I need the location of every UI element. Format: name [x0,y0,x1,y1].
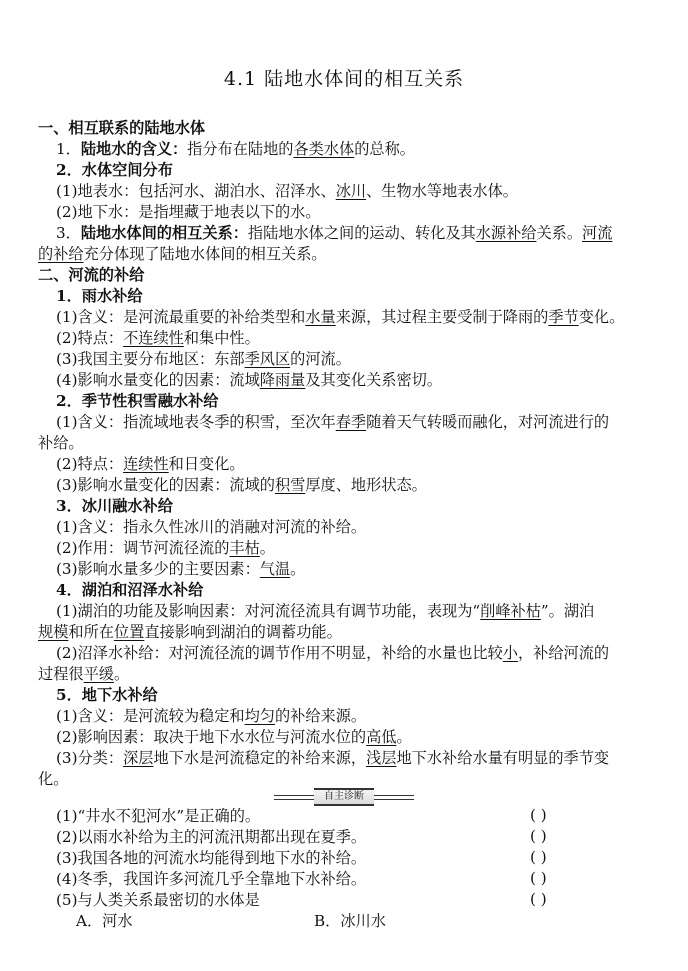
underlined-answer: 均匀 [244,707,275,725]
underlined-answer: 季节 [548,308,579,326]
option-b[interactable]: B．冰川水 [314,912,386,930]
text-span: (1)地表水：包括河水、湖泊水、沼泽水、 [56,182,336,200]
text-span: (3)影响水量多少的主要因素： [56,560,260,578]
answer-blank[interactable]: ( ) [530,827,547,845]
answer-blank[interactable]: ( ) [530,869,547,887]
text-span: 直接影响到湖泊的调蓄功能。 [144,623,342,641]
text-span: 充分体现了陆地水体间的相互关系。 [83,245,327,263]
page-title: 4.1 陆地水体间的相互关系 [223,68,465,90]
text-span: 指陆地水体之间的运动、转化及其 [247,224,476,242]
text-span: 和集中性。 [183,329,260,347]
underlined-answer: 春季 [335,413,367,431]
text-line [56,328,650,349]
underlined-answer: 浅层 [366,749,397,767]
text-span: 指分布在陆地的 [187,140,294,158]
text-span: (1)含义：是河流最重要的补给类型和 [56,308,306,326]
underlined-answer: 各类水体 [293,140,355,158]
text-span: (2)沼泽水补给：对河流径流的调节作用不明显，补给的水量也比较 [56,644,503,662]
text-span: 厚度、地形状态。 [305,476,427,494]
text-span: 。 [396,728,412,746]
underlined-answer: 丰枯 [229,539,260,557]
underlined-answer: 高低 [366,728,397,746]
text-span: (1)湖泊的功能及影响因素：对河流径流具有调节功能，表现为“ [56,602,481,620]
subheading: 2．季节性积雪融水补给 [56,392,219,410]
text-span: 。 [290,560,306,578]
option-a[interactable]: A．河水 [76,912,133,930]
quiz-item: (4)冬季，我国许多河流几乎全靠地下水补给。 [56,870,367,888]
bold-term: 陆地水的含义： [80,140,188,158]
text-span: 来源，其过程主要受制于降雨的 [335,308,549,326]
subheading: 5．地下水补给 [56,686,158,704]
text-span: (4)影响水量变化的因素：流域 [56,371,260,389]
quiz-item: (1)“井水不犯河水”是正确的。 [56,807,261,825]
text-line [56,601,650,622]
section-badge-wrap [0,784,688,800]
text-span: 地下水补给水量有明显的季节变 [396,749,610,767]
underlined-answer: 冰川 [335,182,367,200]
subheading: 3．冰川融水补给 [56,497,173,515]
underlined-answer: 降雨量 [259,371,306,389]
text-span: (3)分类： [56,749,124,767]
self-diagnosis-badge: 自主诊断 [314,788,374,806]
text-span: 的河流。 [290,350,351,368]
text-span: 。 [113,665,130,683]
text-line: (2)地下水：是指埋藏于地表以下的水。 [56,203,321,221]
underlined-answer: 深层 [123,749,154,767]
answer-blank[interactable]: ( ) [530,890,547,908]
text-span: (1)含义：指流域地表冬季的积雪，至次年 [56,413,336,431]
text-span: (1)含义：是河流较为稳定和 [56,707,245,725]
underlined-answer: 连续性 [123,455,169,473]
subheading: 1．雨水补给 [56,287,143,305]
answer-blank[interactable]: ( ) [530,806,547,824]
text-line [56,475,650,496]
subheading: 2．水体空间分布 [56,161,173,179]
quiz-item: (5)与人类关系最密切的水体是 [56,891,260,909]
text-span: 的补给来源。 [274,707,367,725]
answer-blank[interactable]: ( ) [530,848,547,866]
quiz-item: (2)以雨水补给为主的河流汛期都出现在夏季。 [56,828,367,846]
underlined-answer: 削峰补枯 [480,602,541,620]
underlined-answer: 规模 [38,623,69,641]
underlined-answer: 小 [502,644,518,662]
text-span: (2)作用：调节河流径流的 [56,539,230,557]
underlined-answer: 水量 [305,308,336,326]
text-span: (3)我国主要分布地区：东部 [56,350,245,368]
text-span: 3． [56,224,81,242]
text-span: 。 [259,539,275,557]
underlined-answer: 不连续性 [123,329,184,347]
underlined-answer: 气温 [259,560,291,578]
text-span: 关系。 [536,224,583,242]
text-line: (1)含义：指永久性冰川的消融对河流的补给。 [56,518,367,536]
text-line [56,748,650,769]
text-line [56,139,650,160]
text-span: (2)特点： [56,329,124,347]
text-line [38,244,650,265]
text-line: 补给。 [38,434,84,452]
text-line [56,559,650,580]
text-line [38,664,650,685]
text-line [56,727,650,748]
text-line [38,622,650,643]
text-line [56,223,650,244]
text-span: (3)影响水量变化的因素：流域的 [56,476,275,494]
text-line [56,643,650,664]
text-span: (2)特点： [56,455,124,473]
text-line [56,370,650,391]
underlined-answer: 季风区 [244,350,291,368]
subheading: 4．湖泊和沼泽水补给 [56,581,204,599]
text-span: 过程很 [38,665,84,683]
underlined-answer: 平缓 [83,665,114,683]
text-line [56,706,650,727]
text-line [56,307,650,328]
text-span: (2)影响因素：取决于地下水水位与河流水位的 [56,728,367,746]
underlined-answer: 位置 [113,623,145,641]
text-line [56,538,650,559]
text-span: 及其变化关系密切。 [305,371,443,389]
text-line: 化。 [38,770,69,788]
text-span: 1． [56,140,81,158]
text-line [56,454,650,475]
text-span: 地下水是河流稳定的补给来源， [153,749,367,767]
underlined-answer: 积雪 [274,476,306,494]
text-span: 和所在 [68,623,114,641]
text-line [56,412,650,433]
text-line [56,181,650,202]
text-span: ”。湖泊 [540,602,595,620]
quiz-item: (3)我国各地的河流水均能得到地下水的补给。 [56,849,367,867]
underlined-answer: 河流 [582,224,613,242]
text-span: 的总称。 [354,140,415,158]
underlined-answer: 的补给 [38,245,84,263]
text-span: 、生物水等地表水体。 [366,182,518,200]
text-line [56,349,650,370]
bold-term: 陆地水体间的相互关系： [80,224,248,242]
section-heading-2: 二、河流的补给 [38,266,145,284]
text-span: 变化。 [578,308,625,326]
section-heading-1: 一、相互联系的陆地水体 [38,119,206,137]
text-span: ，补给河流的 [517,644,610,662]
text-span: 和日变化。 [168,455,245,473]
underlined-answer: 水源补给 [475,224,537,242]
text-span: 随着天气转暖而融化，对河流进行的 [366,413,610,431]
